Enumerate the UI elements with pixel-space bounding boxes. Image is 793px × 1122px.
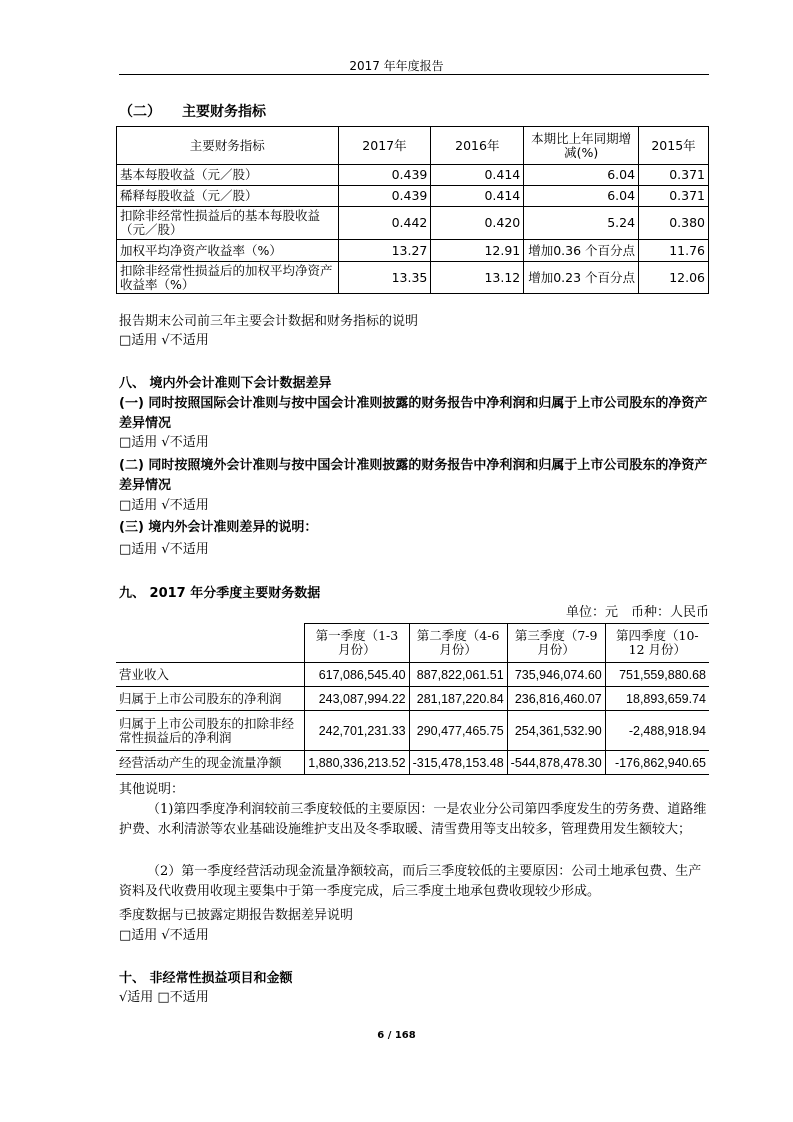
cell: 0.439 (338, 186, 431, 207)
cell: 1,880,336,213.52 (305, 751, 409, 775)
table-row (117, 186, 709, 207)
subsection-choice: □适用 √不适用 (119, 542, 209, 557)
cell: -176,862,940.65 (605, 751, 709, 775)
table-row (117, 207, 709, 240)
subsection-title: (三) 境内外会计准则差异的说明： (119, 520, 318, 535)
cell: 0.439 (338, 165, 431, 186)
cell: 0.420 (431, 207, 524, 240)
cell: 735,946,074.60 (507, 663, 605, 687)
column-header: 第三季度（7-9 月份） (507, 624, 605, 663)
section-title: 八、 境内外会计准则下会计数据差异 (119, 376, 332, 391)
column-header: 主要财务指标 (117, 127, 339, 165)
column-header: 2016年 (431, 127, 524, 165)
cell: 13.35 (338, 262, 431, 294)
table-row (117, 262, 709, 294)
header-rule (119, 74, 709, 75)
cell: 236,816,460.07 (507, 687, 605, 711)
table-row (116, 751, 709, 775)
other-notes-label: 其他说明： (119, 782, 185, 797)
row-label: 归属于上市公司股东的净利润 (116, 687, 305, 711)
column-header: 2017年 (338, 127, 431, 165)
page-number: 6 / 168 (377, 1030, 416, 1041)
cell: 0.414 (431, 165, 524, 186)
section-title: （二） 主要财务指标 (119, 104, 266, 120)
cell: 751,559,880.68 (605, 663, 709, 687)
subsection-choice: □适用 √不适用 (119, 498, 209, 513)
row-label: 扣除非经常性损益后的加权平均净资产收益率（%） (117, 262, 339, 294)
row-label: 加权平均净资产收益率（%） (117, 240, 339, 262)
table-row (117, 165, 709, 186)
cell: -544,878,478.30 (507, 751, 605, 775)
cell: -315,478,153.48 (409, 751, 507, 775)
cell: 254,361,532.90 (507, 711, 605, 751)
quarterly-table (116, 623, 709, 775)
table-row (116, 663, 709, 687)
row-label: 归属于上市公司股东的扣除非经常性损益后的净利润 (116, 711, 305, 751)
row-label: 扣除非经常性损益后的基本每股收益（元／股） (117, 207, 339, 240)
cell: 243,087,994.22 (305, 687, 409, 711)
cell: 6.04 (524, 186, 639, 207)
cell: 13.27 (338, 240, 431, 262)
subsection-choice: □适用 √不适用 (119, 435, 209, 450)
cell: 6.04 (524, 165, 639, 186)
row-label: 经营活动产生的现金流量净额 (116, 751, 305, 775)
row-label: 基本每股收益（元／股） (117, 165, 339, 186)
column-header: 2015年 (639, 127, 709, 165)
cell: 242,701,231.33 (305, 711, 409, 751)
cell: 增加0.23 个百分点 (524, 262, 639, 294)
cell: 13.12 (431, 262, 524, 294)
cell: 11.76 (639, 240, 709, 262)
cell: 0.371 (639, 186, 709, 207)
cell: 0.371 (639, 165, 709, 186)
table-row (117, 240, 709, 262)
cell: 887,822,061.51 (409, 663, 507, 687)
cell: 290,477,465.75 (409, 711, 507, 751)
cell: 18,893,659.74 (605, 687, 709, 711)
non-recurring-choice: √适用 □不适用 (119, 990, 209, 1005)
column-header: 第二季度（4-6 月份） (409, 624, 507, 663)
indicator-note: 报告期末公司前三年主要会计数据和财务指标的说明 (119, 314, 419, 329)
column-header: 第一季度（1-3 月份） (305, 624, 409, 663)
cell: 281,187,220.84 (409, 687, 507, 711)
cell: 0.414 (431, 186, 524, 207)
cell: 617,086,545.40 (305, 663, 409, 687)
unit-label: 单位：元 币种：人民币 (565, 605, 709, 620)
quarter-explanation-1: （1)第四季度净利润较前三季度较低的主要原因：一是农业分公司第四季度发生的劳务费、道路维护费、水利清淤等农业基础设施维护支出及冬季取暖、清雪费用等支出较多，管理费用发生额较大； (119, 802, 707, 837)
row-label: 稀释每股收益（元／股） (117, 186, 339, 207)
subsection-title: (二) 同时按照境外会计准则与按中国会计准则披露的财务报告中净利润和归属于上市公司股东的净资产差异情况 (119, 458, 708, 493)
section-title: 九、 2017 年分季度主要财务数据 (119, 586, 321, 601)
table-header-row (117, 127, 709, 165)
cell: 0.380 (639, 207, 709, 240)
subsection-title: (一) 同时按照国际会计准则与按中国会计准则披露的财务报告中净利润和归属于上市公司股东的净资产差异情况 (119, 396, 708, 431)
quarter-explanation-2: （2）第一季度经营活动现金流量净额较高，而后三季度较低的主要原因：公司土地承包费、生产资料及代收费用收现主要集中于第一季度完成，后三季度土地承包费收现较少形成。 (119, 864, 702, 899)
cell: 增加0.36 个百分点 (524, 240, 639, 262)
column-header: 第四季度（10-12 月份） (605, 624, 709, 663)
cell: 12.91 (431, 240, 524, 262)
financial-indicators-table (116, 126, 709, 294)
indicator-note-choice: □适用 √不适用 (119, 333, 209, 348)
page-header: 2017 年年度报告 (349, 59, 444, 73)
section-title: 十、 非经常性损益项目和金额 (119, 971, 293, 986)
table-row (116, 711, 709, 751)
cell: 5.24 (524, 207, 639, 240)
column-header: 本期比上年同期增减(%) (524, 127, 639, 165)
row-label: 营业收入 (116, 663, 305, 687)
cell: 12.06 (639, 262, 709, 294)
table-header-row (116, 624, 709, 663)
cell: -2,488,918.94 (605, 711, 709, 751)
quarter-diff-choice: □适用 √不适用 (119, 928, 209, 943)
quarter-diff-note: 季度数据与已披露定期报告数据差异说明 (119, 908, 354, 923)
table-row (116, 687, 709, 711)
cell: 0.442 (338, 207, 431, 240)
